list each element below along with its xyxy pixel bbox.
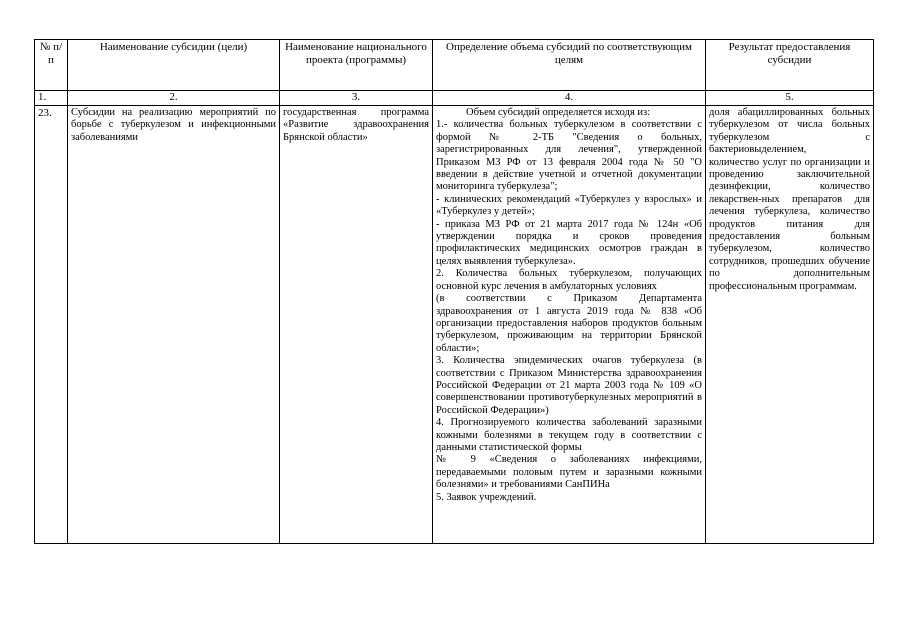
column-number-5: 5.: [706, 91, 874, 106]
volume-paragraph: - приказа МЗ РФ от 21 марта 2017 года № 124н «Об утверждении порядка и сроков проведения профилактических медицинских осмотров граждан в целях выявления туберкулеза».: [436, 218, 702, 267]
column-number-row: [35, 91, 874, 106]
volume-paragraph: 4. Прогнозируемого количества заболеваний заразными кожными болезнями в текущем году в соответствии с данными статистической формы: [436, 417, 702, 453]
result-paragraph: количество услуг по организации и проведению заключительной дезинфекции, количество лекарствен-ных препаратов для лечения туберкулеза, количество продуктов питания для предоставления больным туберкулезом, количество сотрудников, прошедших обучение по дополнительным профессиональным программам.: [709, 156, 870, 292]
result-paragraph: доля абациллированных больных туберкулезом от числа больных туберкулезом с бактериовыделением,: [709, 107, 870, 156]
column-number-4: 4.: [433, 91, 706, 106]
subsidy-name-cell: Субсидии на реализацию мероприятий по борьбе с туберкулезом и инфекционными заболеваниями: [68, 106, 280, 544]
header-subsidy-name: Наименование субсидии (цели): [68, 40, 280, 91]
volume-paragraph: № 9 «Сведения о заболеваниях инфекциями, передаваемыми половым путем и заразными кожными болезнями» и требованиями СанПИНа: [436, 454, 702, 491]
program-name-cell: государственная программа «Развитие здравоохранения Брянской области»: [280, 106, 433, 544]
header-row: [35, 40, 874, 91]
header-project-name: Наименование национального проекта (программы): [280, 40, 433, 91]
volume-paragraph: 1.- количества больных туберкулезом в соответствии с формой № 2-ТБ "Сведения о больных, зарегистрированных для лечения", утвержденной Приказом МЗ РФ от 13 февраля 2004 года № 50 "О введении в действие учетной и отчетной документации мониторинга туберкулеза";: [436, 119, 702, 193]
volume-paragraph: - клинических рекомендаций «Туберкулез у взрослых» и «Туберкулез у детей»;: [436, 193, 702, 218]
volume-paragraph: (в соответствии с Приказом Департамента здравоохранения от 1 августа 2019 года № 838 «Об организации предоставления наборов продуктов больным туберкулезом, проживающим на территории Брянской области»;: [436, 293, 702, 354]
table-row: [35, 106, 874, 544]
column-number-1: 1.: [35, 91, 68, 106]
volume-definition-cell: [433, 106, 706, 544]
result-cell: [706, 106, 874, 544]
volume-paragraph: 2. Количества больных туберкулезом, получающих основной курс лечения в амбулаторных условиях: [436, 268, 702, 292]
volume-paragraph: 5. Заявок учреждений.: [436, 491, 537, 503]
header-result: Результат предоставления субсидии: [706, 40, 874, 91]
header-number: № п/п: [35, 40, 68, 91]
header-volume-definition: Определение объема субсидий по соответствующим целям: [433, 40, 706, 91]
subsidy-table: [34, 39, 874, 544]
column-number-2: 2.: [68, 91, 280, 106]
row-number: 23.: [35, 106, 68, 544]
volume-paragraph: 3. Количества эпидемических очагов туберкулеза (в соответствии с Приказом Министерства здравоохранения Российской Федерации от 21 марта 2003 года № 109 «О совершенствовании противотуберкулезных мероприятий в Российской Федерации»): [436, 355, 702, 416]
volume-paragraph: Объем субсидий определяется исходя из:: [466, 107, 651, 118]
column-number-3: 3.: [280, 91, 433, 106]
